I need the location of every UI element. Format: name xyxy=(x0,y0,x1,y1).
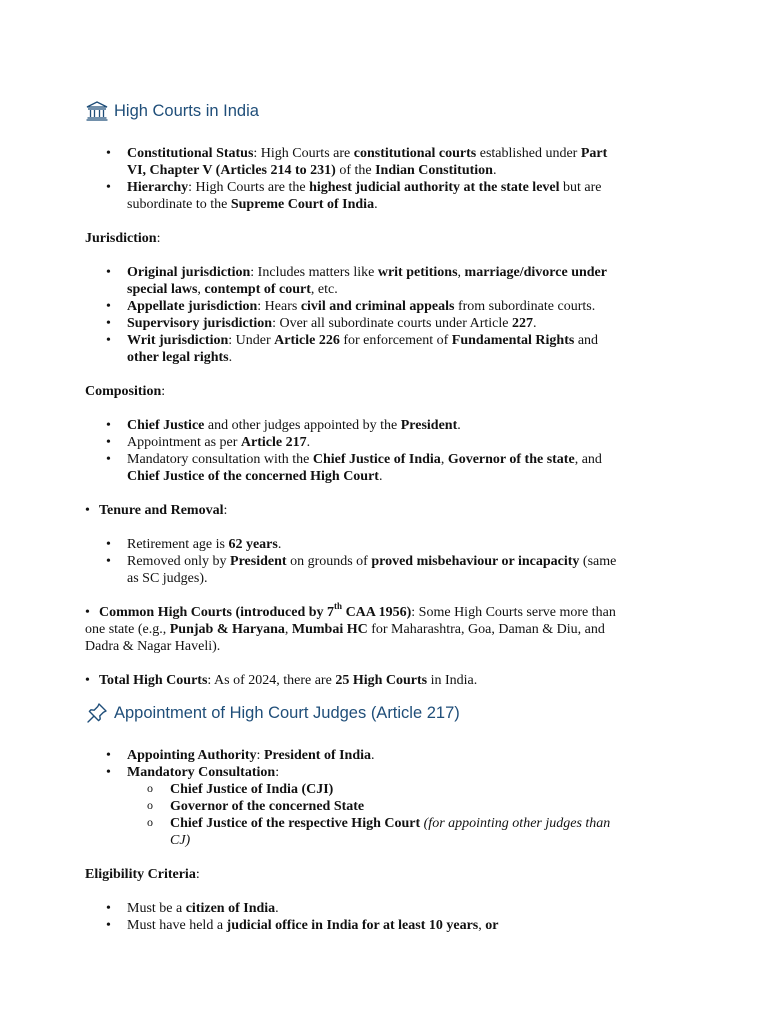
list-item-removal: • Removed only by President on grounds of proved misbehaviour or incapacity (same as SC judges). xyxy=(85,553,620,587)
section-title: High Courts in India xyxy=(114,102,259,120)
composition-label: Composition: xyxy=(85,384,166,399)
tenure-label: • Tenure and Removal: xyxy=(85,503,228,518)
overview-list xyxy=(85,145,620,213)
list-item-constitutional-status: • Constitutional Status: High Courts are constitutional courts established under Part VI, Chapter V (Articles 214 to 231) of the Indian Constitution. xyxy=(85,145,620,179)
document-content xyxy=(85,99,620,934)
list-item-original-jurisdiction: • Original jurisdiction: Includes matters like writ petitions, marriage/divorce under special laws, contempt of court, etc. xyxy=(85,264,620,298)
list-item-appointment: • Appointment as per Article 217. xyxy=(85,434,620,451)
sublist-item-governor: o Governor of the concerned State xyxy=(85,798,620,815)
list-item-retirement: • Retirement age is 62 years. xyxy=(85,536,620,553)
list-item-chief-justice: • Chief Justice and other judges appointed by the President. xyxy=(85,417,620,434)
common-high-courts-paragraph: • Common High Courts (introduced by 7th CAA 1956): Some High Courts serve more than one state (e.g., Punjab & Haryana, Mumbai HC for Maharashtra, Goa, Daman & Diu, and Dadra & Nagar Haveli). xyxy=(85,601,616,654)
jurisdiction-list xyxy=(85,264,620,366)
list-item-judicial-office: • Must have held a judicial office in India for at least 10 years, or xyxy=(85,917,620,934)
appointment-list xyxy=(85,747,620,849)
sublist-item-cji: o Chief Justice of India (CJI) xyxy=(85,781,620,798)
pushpin-icon xyxy=(85,701,109,725)
list-item-mandatory-consultation: • Mandatory consultation with the Chief Justice of India, Governor of the state, and Chief Justice of the concerned High Court. xyxy=(85,451,620,485)
consultation-sublist xyxy=(85,781,620,849)
list-item-mandatory-consultation: • Mandatory Consultation: o Chief Justice of India (CJI) o Governor of the concerned State o Chief Justice of the respective High Court (for appointing other judges than CJ) xyxy=(85,764,620,849)
tenure-list xyxy=(85,536,620,587)
sublist-item-chief-justice-hc: o Chief Justice of the respective High Court (for appointing other judges than CJ) xyxy=(85,815,620,849)
eligibility-label: Eligibility Criteria: xyxy=(85,867,200,882)
total-high-courts-paragraph: • Total High Courts: As of 2024, there are 25 High Courts in India. xyxy=(85,673,478,688)
eligibility-list xyxy=(85,900,620,934)
composition-list xyxy=(85,417,620,485)
list-item-writ-jurisdiction: • Writ jurisdiction: Under Article 226 for enforcement of Fundamental Rights and other legal rights. xyxy=(85,332,620,366)
list-item-citizen: • Must be a citizen of India. xyxy=(85,900,620,917)
jurisdiction-label: Jurisdiction: xyxy=(85,231,161,246)
section-heading-high-courts xyxy=(85,99,620,123)
classical-building-icon xyxy=(85,99,109,123)
list-item-appointing-authority: • Appointing Authority: President of India. xyxy=(85,747,620,764)
list-item-hierarchy: • Hierarchy: High Courts are the highest judicial authority at the state level but are subordinate to the Supreme Court of India. xyxy=(85,179,620,213)
list-item-appellate-jurisdiction: • Appellate jurisdiction: Hears civil and criminal appeals from subordinate courts. xyxy=(85,298,620,315)
section-heading-appointment xyxy=(85,701,620,725)
section-title: Appointment of High Court Judges (Article 217) xyxy=(114,704,460,722)
list-item-supervisory-jurisdiction: • Supervisory jurisdiction: Over all subordinate courts under Article 227. xyxy=(85,315,620,332)
